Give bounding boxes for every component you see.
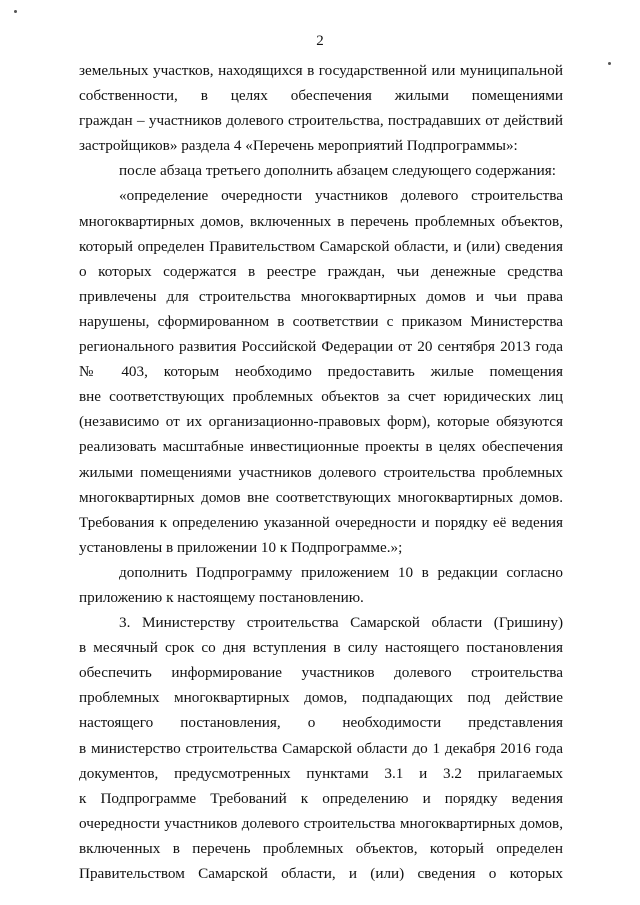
text-line: который определен Правительством Самарской области, и (или) сведения [79,237,563,255]
text-line: после абзаца третьего дополнить абзацем следующего содержания: [119,162,556,180]
text-line: очередности участников долевого строительства многоквартирных домов, [79,814,563,832]
text-line: к Подпрограмме Требований к определению и порядку ведения [79,789,563,807]
text-line: о которых содержатся в реестре граждан, чьи денежные средства [79,262,563,280]
text-line: проблемных многоквартирных домов, подпадающих под действие [79,689,563,707]
text-line: (независимо от их организационно-правовых форм), которые обязуются [79,413,563,431]
text-line: № 403, которым необходимо предоставить жилые помещения [79,363,563,381]
document-body [79,58,563,886]
scan-speck [14,10,17,13]
text-line: включенных в перечень проблемных объектов, который определен [79,839,563,857]
text-line: документов, предусмотренных пунктами 3.1 и 3.2 прилагаемых [79,764,563,782]
text-line: 3. Министерству строительства Самарской области (Гришину) [119,614,563,632]
text-line: застройщиков» раздела 4 «Перечень мероприятий Подпрограммы»: [79,137,518,155]
text-line: дополнить Подпрограмму приложением 10 в редакции согласно [119,563,563,581]
text-line: граждан – участников долевого строительства, пострадавших от действий [79,112,563,130]
scan-speck [608,62,611,65]
text-line: вне соответствующих проблемных объектов за счет юридических лиц [79,388,563,406]
text-line: установлены в приложении 10 к Подпрограмме.»; [79,538,403,556]
text-line: регионального развития Российской Федерации от 20 сентября 2013 года [79,338,563,356]
text-line: жилыми помещениями участников долевого строительства проблемных [79,463,563,481]
text-line: в месячный срок со дня вступления в силу настоящего постановления [79,639,563,657]
text-line: в министерство строительства Самарской области до 1 декабря 2016 года [79,739,563,757]
text-line: нарушены, сформированном в соответствии с приказом Министерства [79,312,563,330]
text-line: настоящего постановления, о необходимости представления [79,714,563,732]
text-line: многоквартирных домов, включенных в перечень проблемных объектов, [79,212,563,230]
text-line: земельных участков, находящихся в государственной или муниципальной [79,62,563,79]
text-line: приложению к настоящему постановлению. [79,588,364,606]
text-line: собственности, в целях обеспечения жилыми помещениями [79,87,563,105]
page-number: 2 [316,33,324,49]
text-line: привлечены для строительства многоквартирных домов и чьи права [79,287,563,305]
text-line: Требования к определению указанной очередности и порядку её ведения [79,513,563,531]
text-line: реализовать масштабные инвестиционные проекты в целях обеспечения [79,438,563,456]
text-line: Правительством Самарской области, и (или) сведения о которых [79,865,563,882]
text-line: многоквартирных домов вне соответствующих многоквартирных домов. [79,488,563,506]
text-line: «определение очередности участников долевого строительства [119,187,563,205]
text-line: обеспечить информирование участников долевого строительства [79,664,563,682]
